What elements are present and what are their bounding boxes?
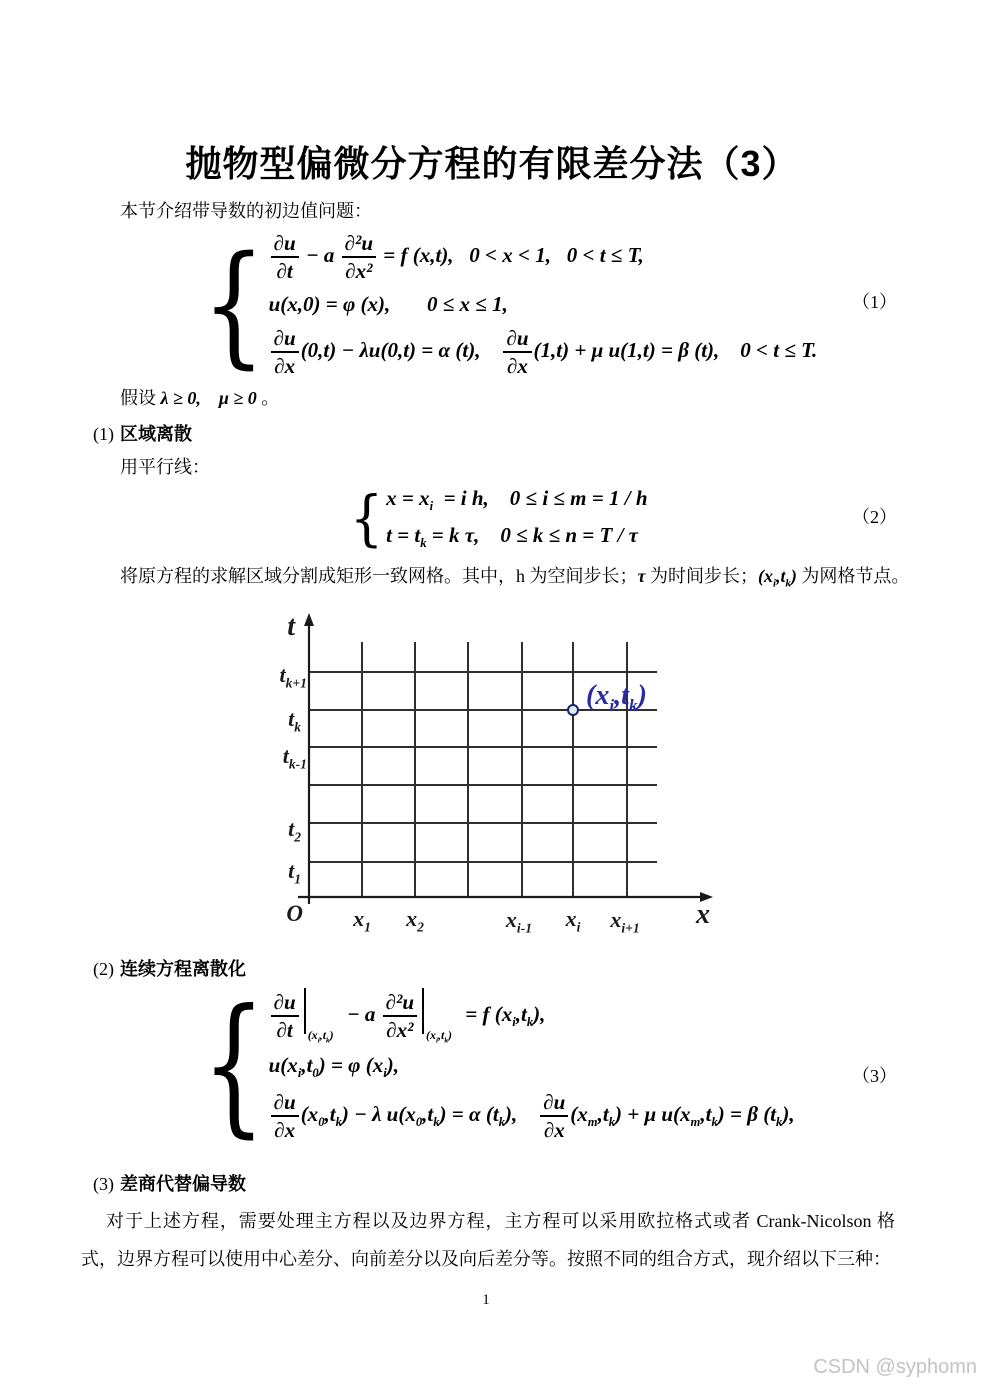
section-heading-3	[93, 1170, 246, 1196]
axis-label: x	[696, 899, 710, 930]
axis-label: $x_{i+1}$	[610, 907, 640, 936]
section-number: (1)	[93, 424, 114, 444]
equation-row: $\frac{\partial u}{\partial t}$ − a $\frac{\text{∂²u}}{\text{∂x²}}$ = f (x,t), 0 < x < 1, 0 < t ≤ T,	[269, 231, 818, 283]
equation-1-rows	[269, 231, 818, 379]
equation-row: $\frac{\partial u}{\partial x}$ $(x_0,t_k) - \lambda$ $u(x_0,t_k) = \alpha$ $(t_k)$, $\frac{\partial u}{\partial x}$ $(x_m,t_k) + \mu$ $u(x_m,t_k) = \beta$ $(t_k)$,	[269, 1090, 795, 1142]
equation-3	[202, 976, 795, 1153]
equation-2	[350, 484, 648, 554]
intro-paragraph: 本节介绍带导数的初边值问题：	[120, 201, 372, 221]
grid-point	[568, 705, 578, 715]
equation-row: $x = x_i = i$ h, 0 ≤ i ≤ m = 1 / h	[386, 486, 648, 514]
equation-row: u(x,0) = φ (x), 0 ≤ x ≤ 1,	[268, 292, 508, 317]
section-title: 连续方程离散化	[120, 959, 246, 979]
equation-row: $\frac{\partial u}{\partial t}$ $(x_i,t_k)$ − a $\frac{\text{∂²u}}{\text{∂x²}}$ $(x_i,t_k)$ = f $(x_i,t_k)$,	[269, 988, 795, 1044]
parallel-lines-paragraph: 用平行线：	[120, 457, 210, 477]
equation-row: $u(x_i,t_0) = \varphi$ $(x_i)$,	[268, 1053, 399, 1081]
axis-label: $t_1$	[288, 858, 301, 887]
section-title: 差商代替偏导数	[120, 1174, 246, 1194]
equation-1-number: （1）	[852, 292, 897, 312]
closing-paragraph: 对于上述方程，需要处理主方程以及边界方程，主方程可以采用欧拉格式或者 Crank-Nicolson 格式，边界方程可以使用中心差分、向前差分以及向后差分等。按照不同的组合方式，现介绍以下三种：	[81, 1211, 895, 1269]
equation-2-rows	[386, 486, 647, 551]
axis-label: $x_2$	[406, 906, 424, 935]
axis-label: $t_2$	[288, 816, 301, 845]
assumption-paragraph: 假设 λ ≥ 0, μ ≥ 0 。	[120, 388, 280, 408]
axis-label: $t_k$	[288, 706, 301, 735]
curly-brace: {	[202, 976, 266, 1153]
page-title: 抛物型偏微分方程的有限差分法（3）	[185, 143, 799, 184]
page-number: 1	[482, 1292, 490, 1308]
grid-diagram	[235, 605, 735, 950]
grid-point-label: $(x_i,t_k)$	[586, 680, 647, 715]
axis-label: $x_1$	[353, 906, 371, 935]
axis-arrows	[304, 613, 713, 902]
watermark: CSDN @syphomn	[813, 1356, 977, 1378]
curly-brace: {	[350, 484, 384, 554]
axis-label: O	[286, 901, 303, 926]
equation-2-number: （2）	[852, 507, 897, 527]
equation-1	[202, 226, 818, 382]
equation-row: $t = t_k = k$ τ, 0 ≤ k ≤ n = T / τ	[386, 523, 638, 551]
section-number: (3)	[93, 1174, 114, 1194]
axis-label: $x_i$	[565, 906, 581, 935]
curly-brace: {	[202, 226, 266, 382]
grid-note-paragraph: 将原方程的求解区域分割成矩形一致网格。其中，h 为空间步长；τ 为时间步长；$(x_i,t_k)$ 为网格节点。	[120, 566, 910, 590]
equation-row: $\frac{\partial u}{\partial x}$ (0,t) − λu(0,t) = α (t), $\frac{\partial u}{\partial x}$ (1,t) + μ u(1,t) = β (t), 0 < t ≤ T.	[269, 326, 818, 378]
axis-label: t	[287, 611, 295, 642]
section-heading-1	[93, 420, 192, 446]
axis-label: $t_{k+1}$	[279, 662, 307, 691]
axis-label: $t_{k-1}$	[282, 743, 307, 772]
axis-label: $x_{i-1}$	[505, 907, 533, 936]
section-number: (2)	[93, 959, 114, 979]
equation-3-number: （3）	[852, 1066, 897, 1086]
section-title: 区域离散	[120, 424, 192, 444]
equation-3-rows	[269, 988, 795, 1142]
